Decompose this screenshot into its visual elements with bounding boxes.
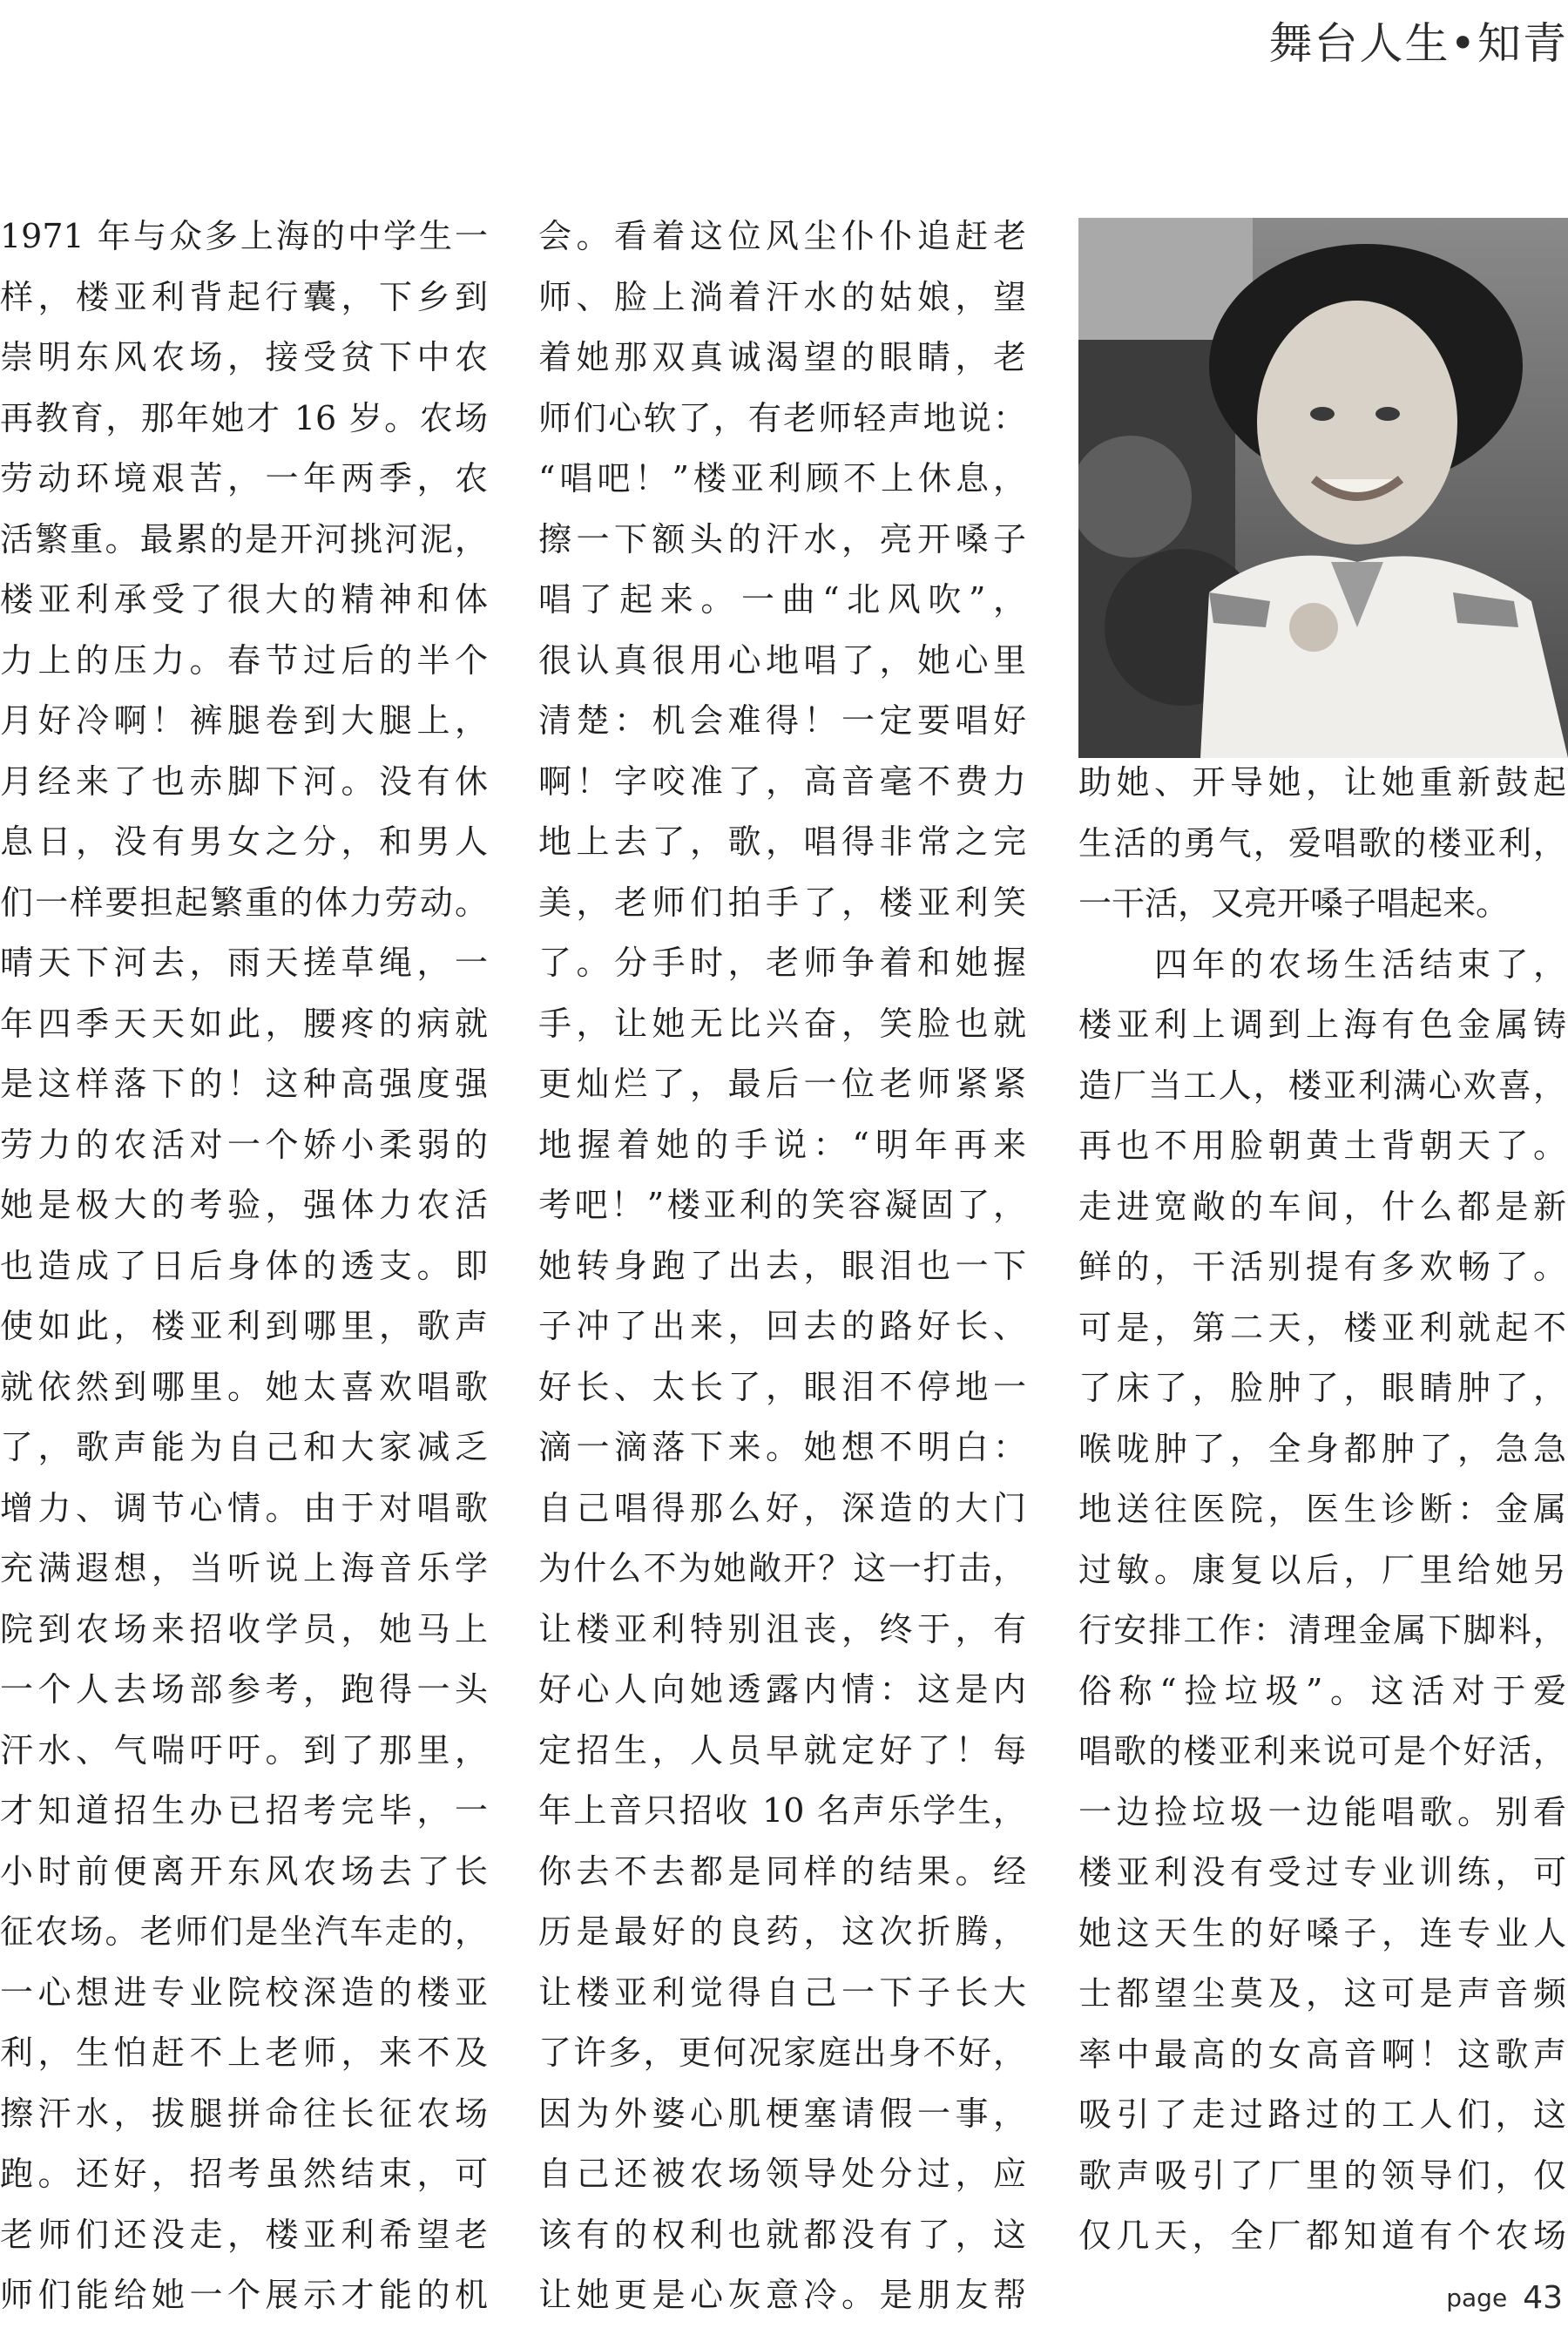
text-line: 楼亚利上调到上海有色金属铸 (1078, 1005, 1566, 1044)
text-line: 年上音只招收 10 名声乐学生， (538, 1791, 1026, 1830)
text-line: 劳力的农活对一个娇小柔弱的 (0, 1125, 488, 1164)
text-line: 一边捡垃圾一边能唱歌。别看 (1078, 1792, 1566, 1831)
text-line: 息日，没有男女之分，和男人 (0, 822, 488, 861)
text-line: 充满遐想，当听说上海音乐学 (0, 1549, 488, 1587)
text-line: 力上的压力。春节过后的半个 (0, 640, 488, 680)
text-line: 也造成了日后身体的透支。即 (0, 1246, 488, 1285)
text-line: 师、脸上淌着汗水的姑娘，望 (538, 277, 1026, 316)
text-line: 啊！字咬准了，高音毫不费力 (538, 761, 1026, 801)
text-line: 月好冷啊！裤腿卷到大腿上， (0, 701, 488, 740)
text-column-2 (538, 206, 1026, 2326)
text-line: 楼亚利承受了很大的精神和体 (0, 580, 488, 619)
text-line: 院到农场来招收学员，她马上 (0, 1609, 488, 1648)
text-line: 使如此，楼亚利到哪里，歌声 (0, 1307, 488, 1345)
page-footer (1446, 2267, 1568, 2328)
text-line: 地握着她的手说：“明年再来 (538, 1125, 1026, 1164)
text-line: 小时前便离开东风农场去了长 (0, 1851, 488, 1891)
text-line: 唱了起来。一曲“北风吹”， (538, 580, 1026, 619)
text-line: 劳动环境艰苦，一年两季，农 (0, 459, 488, 497)
text-line: 了，歌声能为自己和大家减乏 (0, 1428, 488, 1466)
text-line: 自己唱得那么好，深造的大门 (538, 1488, 1026, 1527)
text-line: 们一样要担起繁重的体力劳动。 (0, 883, 488, 922)
text-line: 鲜的，干活别提有多欢畅了。 (1078, 1248, 1566, 1286)
text-line: 活繁重。最累的是开河挑河泥， (0, 519, 488, 558)
text-line: 月经来了也赤脚下河。没有休 (0, 761, 488, 801)
text-line: 喉咙肿了，全身都肿了，急急 (1078, 1429, 1566, 1468)
text-line: 助她、开导她，让她重新鼓起 (1078, 763, 1566, 802)
text-line: 让她更是心灰意冷。是朋友帮 (538, 2276, 1026, 2314)
text-line: 增力、调节心情。由于对唱歌 (0, 1488, 488, 1527)
text-line: 样，楼亚利背起行囊，下乡到 (0, 277, 488, 316)
text-line: 了床了，脸肿了，眼睛肿了， (1078, 1369, 1566, 1407)
text-line: 跑。还好，招考虽然结束，可 (0, 2155, 488, 2193)
text-line: 了许多，更何况家庭出身不好， (538, 2034, 1026, 2072)
text-line: 让楼亚利觉得自己一下子长大 (538, 1973, 1026, 2012)
text-line: 生活的勇气，爱唱歌的楼亚利， (1078, 823, 1566, 863)
text-line: 老师们还没走，楼亚利希望老 (0, 2215, 488, 2254)
text-line: 历是最好的良药，这次折腾， (538, 1912, 1026, 1951)
text-line: 清楚：机会难得！一定要唱好 (538, 701, 1026, 740)
text-line: 唱歌的楼亚利来说可是个好活， (1078, 1732, 1566, 1770)
text-line: 再教育，那年她才 16 岁。农场 (0, 398, 488, 437)
text-line: 晴天下河去，雨天搓草绳，一 (0, 944, 488, 982)
text-line: 擦一下额头的汗水，亮开嗓子 (538, 519, 1026, 558)
text-line: 她是极大的考验，强体力农活 (0, 1186, 488, 1224)
text-line: 歌声吸引了厂里的领导们，仅 (1078, 2155, 1566, 2195)
text-line: “唱吧！”楼亚利顾不上休息， (538, 459, 1026, 497)
text-line: 她转身跑了出去，眼泪也一下 (538, 1246, 1026, 1285)
text-line: 1971 年与众多上海的中学生一 (0, 217, 488, 255)
text-line: 更灿烂了，最后一位老师紧紧 (538, 1065, 1026, 1103)
text-line: 一干活，又亮开嗓子唱起来。 (1078, 884, 1510, 923)
text-line: 汗水、气喘吁吁。到了那里， (0, 1730, 488, 1770)
text-line: 吸引了走过路过的工人们，这 (1078, 2095, 1566, 2134)
text-line: 好长、太长了，眼泪不停地一 (538, 1367, 1026, 1406)
text-line: 了。分手时，老师争着和她握 (538, 944, 1026, 982)
text-line: 你去不去都是同样的结果。经 (538, 1851, 1026, 1891)
text-line: 为什么不为她敞开？这一打击， (538, 1549, 1026, 1587)
text-line: 士都望尘莫及，这可是声音频 (1078, 1974, 1566, 2013)
portrait-photo (1078, 218, 1568, 758)
text-line: 定招生，人员早就定好了！每 (538, 1730, 1026, 1770)
text-line: 地送往医院，医生诊断：金属 (1078, 1490, 1566, 1528)
text-line: 很认真很用心地唱了，她心里 (538, 640, 1026, 680)
text-line: 滴一滴落下来。她想不明白： (538, 1428, 1026, 1466)
page-label: page (1446, 2283, 1508, 2312)
text-line: 该有的权利也就都没有了，这 (538, 2215, 1026, 2254)
text-line: 让楼亚利特别沮丧，终于，有 (538, 1609, 1026, 1648)
text-line: 年四季天天如此，腰疼的病就 (0, 1004, 488, 1043)
text-line: 崇明东风农场，接受贫下中农 (0, 338, 488, 376)
text-line: 走进宽敞的车间，什么都是新 (1078, 1187, 1566, 1226)
text-line: 可是，第二天，楼亚利就起不 (1078, 1308, 1566, 1347)
text-line: 俗称“捡垃圾”。这活对于爱 (1078, 1671, 1566, 1710)
text-line: 再也不用脸朝黄土背朝天了。 (1078, 1127, 1566, 1165)
text-line: 好心人向她透露内情：这是内 (538, 1670, 1026, 1709)
text-line: 师们能给她一个展示才能的机 (0, 2276, 488, 2314)
text-line: 才知道招生办已招考完毕，一 (0, 1791, 488, 1830)
text-line: 手，让她无比兴奋，笑脸也就 (538, 1004, 1026, 1043)
text-line: 一心想进专业院校深造的楼亚 (0, 1973, 488, 2012)
text-column-1 (0, 206, 488, 2326)
text-line: 率中最高的女高音啊！这歌声 (1078, 2034, 1566, 2074)
text-line: 考吧！”楼亚利的笑容凝固了， (538, 1186, 1026, 1224)
text-line: 着她那双真诚渴望的眼睛，老 (538, 338, 1026, 376)
text-line: 是这样落下的！这种高强度强 (0, 1065, 488, 1103)
text-line: 过敏。康复以后，厂里给她另 (1078, 1550, 1566, 1589)
text-column-3 (1078, 753, 1566, 2267)
text-line: 造厂当工人，楼亚利满心欢喜， (1078, 1066, 1566, 1105)
text-line: 征农场。老师们是坐汽车走的， (0, 1912, 488, 1951)
text-line: 四年的农场生活结束了， (1078, 944, 1566, 984)
text-line: 师们心软了，有老师轻声地说： (538, 398, 1026, 437)
section-header: 舞台人生•知青 (1268, 18, 1568, 69)
text-line: 楼亚利没有受过专业训练，可 (1078, 1853, 1566, 1892)
text-line: 擦汗水，拔腿拼命往长征农场 (0, 2094, 488, 2133)
text-line: 因为外婆心肌梗塞请假一事， (538, 2094, 1026, 2133)
text-line: 地上去了，歌，唱得非常之完 (538, 822, 1026, 861)
portrait-image (1078, 218, 1568, 758)
text-line: 行安排工作：清理金属下脚料， (1078, 1611, 1566, 1649)
text-line: 自己还被农场领导处分过，应 (538, 2155, 1026, 2193)
text-line: 利，生怕赶不上老师，来不及 (0, 2034, 488, 2072)
text-line: 会。看着这位风尘仆仆追赶老 (538, 217, 1026, 255)
text-line: 子冲了出来，回去的路好长、 (538, 1307, 1026, 1345)
text-line: 仅几天，全厂都知道有个农场 (1078, 2216, 1566, 2255)
text-line: 就依然到哪里。她太喜欢唱歌 (0, 1367, 488, 1406)
text-line: 她这天生的好嗓子，连专业人 (1078, 1913, 1566, 1952)
text-line: 美，老师们拍手了，楼亚利笑 (538, 883, 1026, 922)
text-line: 一个人去场部参考，跑得一头 (0, 1670, 488, 1709)
page-number: 43 (1523, 2279, 1563, 2316)
